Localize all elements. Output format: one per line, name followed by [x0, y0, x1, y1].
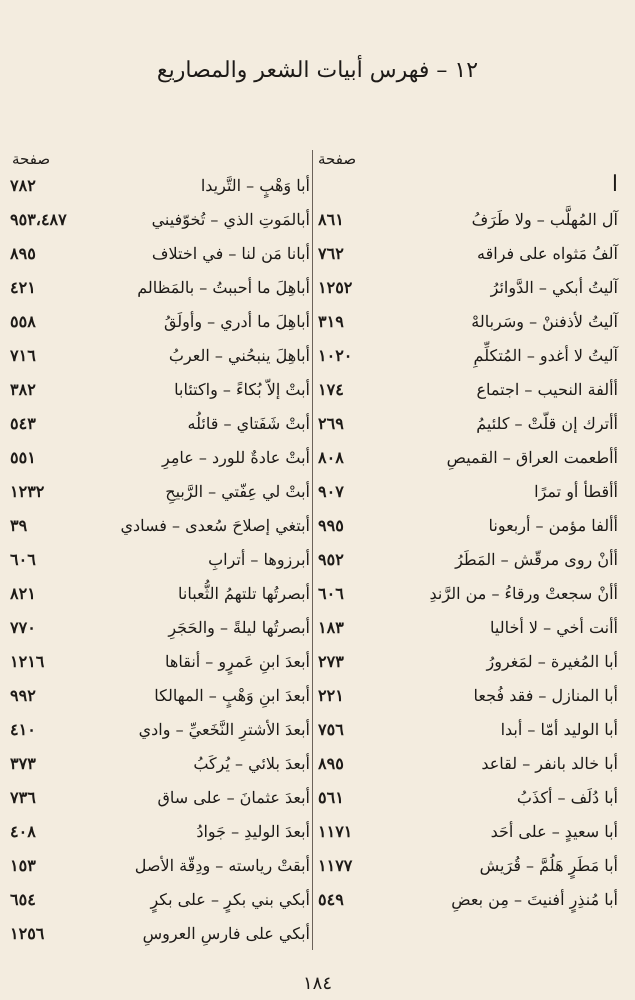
- index-entry: [10, 610, 310, 644]
- verse-text: أبالمَوتِ الذي – تُخوّفيني: [151, 209, 310, 229]
- page-reference: ١٠٢٠: [318, 345, 353, 365]
- verse-text: أبتْ عادةٌ للورد – عامِرِ: [162, 447, 310, 467]
- verse-text: أبا وَهْبٍ – التَّريدا: [200, 175, 310, 195]
- verse-text: أبكي بني بكرٍ – على بكرٍ: [150, 889, 310, 909]
- page-reference: ٣٩: [10, 515, 28, 535]
- verse-text: أبا مُنذِرٍ أفنيتَ – مِن بعضِ: [451, 889, 618, 909]
- page-reference: ٤٢١: [10, 277, 36, 297]
- page-reference: ٩٩٥: [318, 515, 344, 535]
- page-title: ١٢ – فهرس أبيات الشعر والمصاريع: [156, 58, 479, 83]
- page-reference: ٨٩٥: [10, 243, 36, 263]
- page-reference: ٥٥١: [10, 447, 36, 467]
- verse-text: أبعدَ الوليدِ – جَوادُ: [196, 821, 310, 841]
- verse-text: أبتْ شَفَتاي – قائلُه: [187, 413, 310, 433]
- index-entry: [10, 372, 310, 406]
- verse-text: أبرزوها – أترابِ: [208, 549, 310, 569]
- index-entry: [318, 236, 618, 270]
- verse-text: آلفُ مَثواه على فراقه: [477, 243, 618, 263]
- right-column-header: صفحة: [318, 150, 357, 168]
- verse-text: أباهِلَ ما أحببتُ – بالمَظالم: [137, 277, 310, 297]
- verse-text: أبعدَ بلائي – يُركَبُ: [193, 753, 310, 773]
- index-entry: [10, 746, 310, 780]
- index-entry: [10, 542, 310, 576]
- page-reference: ٨٦١: [318, 209, 344, 229]
- index-entry: [10, 508, 310, 542]
- page-number: ١٨٤: [302, 973, 332, 994]
- verse-text: أبعدَ الأشترِ النَّخَعيِّ – وادي: [138, 719, 310, 739]
- page-reference: ٢٢١: [318, 685, 344, 705]
- page-reference: ١٨٣: [318, 617, 344, 637]
- right-column: [318, 168, 618, 938]
- verse-text: أأطعمت العراق – القميصِ: [446, 447, 618, 467]
- verse-text: أبقتْ رياسته – ودِقّة الأصل: [134, 855, 310, 875]
- verse-text: أباهِلَ ينبحُني – العربُ: [168, 345, 310, 365]
- page-reference: ٥٤٩: [318, 889, 344, 909]
- page-reference: ١٢٣٢: [10, 481, 45, 501]
- index-entry: [10, 576, 310, 610]
- verse-text: أبصرتُها تلتهمُ الثُّعبانا: [178, 583, 310, 603]
- index-entry: [10, 406, 310, 440]
- index-entry: [318, 270, 618, 304]
- index-entry: [318, 848, 618, 882]
- verse-text: أبانا مَن لنا – في اختلاف: [151, 243, 310, 263]
- verse-text: أبتغي إصلاحَ سُعدى – فسادي: [120, 515, 310, 535]
- verse-text: أبا المُغيرة – لمَغرورُ: [486, 651, 618, 671]
- left-column-header: صفحة: [12, 150, 51, 168]
- page-reference: ٨٠٨: [318, 447, 344, 467]
- page-reference: ٨٩٥: [318, 753, 344, 773]
- page-reference: ٢٧٣: [318, 651, 344, 671]
- verse-text: أبا خالد بانفر – لقاعد: [481, 753, 618, 773]
- verse-text: آل المُهلَّب – ولا طَرَفُ: [471, 209, 618, 229]
- page-reference: ٤١٠: [10, 719, 36, 739]
- verse-text: آليتُ لا أغدو – المُتكلِّمِ: [473, 345, 618, 365]
- index-entry: [10, 304, 310, 338]
- page-reference: ٥٥٨: [10, 311, 36, 331]
- verse-text: أبا مَطَرٍ هَلُمَّ – قُرَيش: [479, 855, 618, 875]
- page-reference: ٧٥٦: [318, 719, 344, 739]
- index-entry: [318, 406, 618, 440]
- index-entry: [318, 610, 618, 644]
- index-entry: [318, 474, 618, 508]
- page-reference: ١٢٥٦: [10, 923, 45, 943]
- index-entry: [318, 780, 618, 814]
- page-reference: ٦٠٦: [10, 549, 36, 569]
- index-entry: [318, 576, 618, 610]
- index-entry: [318, 440, 618, 474]
- page-reference: ٧٣٦: [10, 787, 36, 807]
- page-reference: ٣١٩: [318, 311, 344, 331]
- index-entry: [10, 678, 310, 712]
- page-reference: ٧٧٠: [10, 617, 36, 637]
- verse-text: أبعدَ عثمانَ – على ساق: [157, 787, 310, 807]
- index-entry: [10, 712, 310, 746]
- verse-text: أبا دُلَف – أكذَبُ: [516, 787, 618, 807]
- index-entry: [318, 372, 618, 406]
- index-entry: [318, 712, 618, 746]
- page-reference: ٣٨٢: [10, 379, 36, 399]
- verse-text: أباهِلَ ما أدري – وأولَقُ: [163, 311, 310, 331]
- verse-text: أبتْ إلاّ بُكاءً – واكتئابا: [174, 379, 310, 399]
- index-entry: [10, 848, 310, 882]
- verse-text: أبا سعيدٍ – على أحَد: [490, 821, 618, 841]
- index-entry: [10, 780, 310, 814]
- index-entry: [10, 168, 310, 202]
- index-entry: [10, 202, 310, 236]
- verse-text: أبا المنازل – فقد فُجعا: [473, 685, 618, 705]
- index-entry: [10, 338, 310, 372]
- verse-text: أبصرتُها ليلةً – والحَجَرِ: [168, 617, 310, 637]
- index-entry: [318, 814, 618, 848]
- page-reference: ٦٠٦: [318, 583, 344, 603]
- index-entry: [318, 882, 618, 916]
- page-reference: ٩٥٢: [318, 549, 344, 569]
- page-reference: ٩٥٣،٤٨٧: [10, 209, 67, 229]
- index-entry: [318, 542, 618, 576]
- verse-text: آليتُ لأذفننْ – وسَربالهْ: [471, 311, 618, 331]
- verse-text: أأنْ روى مرقّش – المَطَرُ: [455, 549, 618, 569]
- page-reference: ٧٦٢: [318, 243, 344, 263]
- verse-text: أبا الوليد أمّا – أبدا: [500, 719, 618, 739]
- page-reference: ٧٨٢: [10, 175, 36, 195]
- alphabet-letter-heading: ا: [611, 172, 618, 197]
- page-reference: ٩٩٢: [10, 685, 36, 705]
- verse-text: أأنْ سجعتْ ورقاءُ – من الرَّندِ: [429, 583, 618, 603]
- column-divider: [312, 150, 313, 950]
- verse-text: أبكي على فارسِ العروسِ: [142, 923, 310, 943]
- page-reference: ٢٦٩: [318, 413, 344, 433]
- index-entry: [10, 882, 310, 916]
- verse-text: أبعدَ ابنِ عَمرٍو – أنقاها: [165, 651, 310, 671]
- page-reference: ٣٧٣: [10, 753, 36, 773]
- index-entry: [10, 814, 310, 848]
- verse-text: أأنت أخي – لا أخاليا: [490, 617, 618, 637]
- index-entry: [318, 338, 618, 372]
- index-entry: [10, 440, 310, 474]
- page-reference: ٨٢١: [10, 583, 36, 603]
- index-entry: [10, 644, 310, 678]
- index-entry: [318, 202, 618, 236]
- index-entry: [318, 304, 618, 338]
- page-reference: ١٥٣: [10, 855, 36, 875]
- index-entry: [318, 678, 618, 712]
- page-reference: ١١٧١: [318, 821, 353, 841]
- page-reference: ٤٠٨: [10, 821, 36, 841]
- verse-text: أأقطأ أو تمرًا: [534, 481, 618, 501]
- index-entry: [318, 508, 618, 542]
- verse-text: أألفا مؤمن – أربعونا: [488, 515, 618, 535]
- index-entry: [10, 236, 310, 270]
- page-reference: ٥٤٣: [10, 413, 36, 433]
- index-entry: [318, 644, 618, 678]
- verse-text: أبعدَ ابنِ وَهْبٍ – المهالكا: [154, 685, 310, 705]
- page-reference: ٦٥٤: [10, 889, 36, 909]
- page-reference: ٧١٦: [10, 345, 36, 365]
- index-entry: [10, 474, 310, 508]
- page-reference: ١٢١٦: [10, 651, 45, 671]
- verse-text: أألفة النحيب – اجتماع: [476, 379, 618, 399]
- page-reference: ١١٧٧: [318, 855, 353, 875]
- verse-text: أأترك إن قلّتْ – كلئيمُ: [476, 413, 618, 433]
- page-reference: ١٧٤: [318, 379, 344, 399]
- index-entry: [10, 270, 310, 304]
- index-entry: [318, 746, 618, 780]
- left-column: [10, 168, 310, 943]
- index-entry: [10, 916, 310, 950]
- verse-text: أبتْ لي عِفّتي – الرَّبيحِ: [165, 481, 310, 501]
- verse-text: آليتُ أبكي – الدَّوائرُ: [490, 277, 618, 297]
- page-reference: ٥٦١: [318, 787, 344, 807]
- page-reference: ٩٠٧: [318, 481, 344, 501]
- page-reference: ١٢٥٢: [318, 277, 353, 297]
